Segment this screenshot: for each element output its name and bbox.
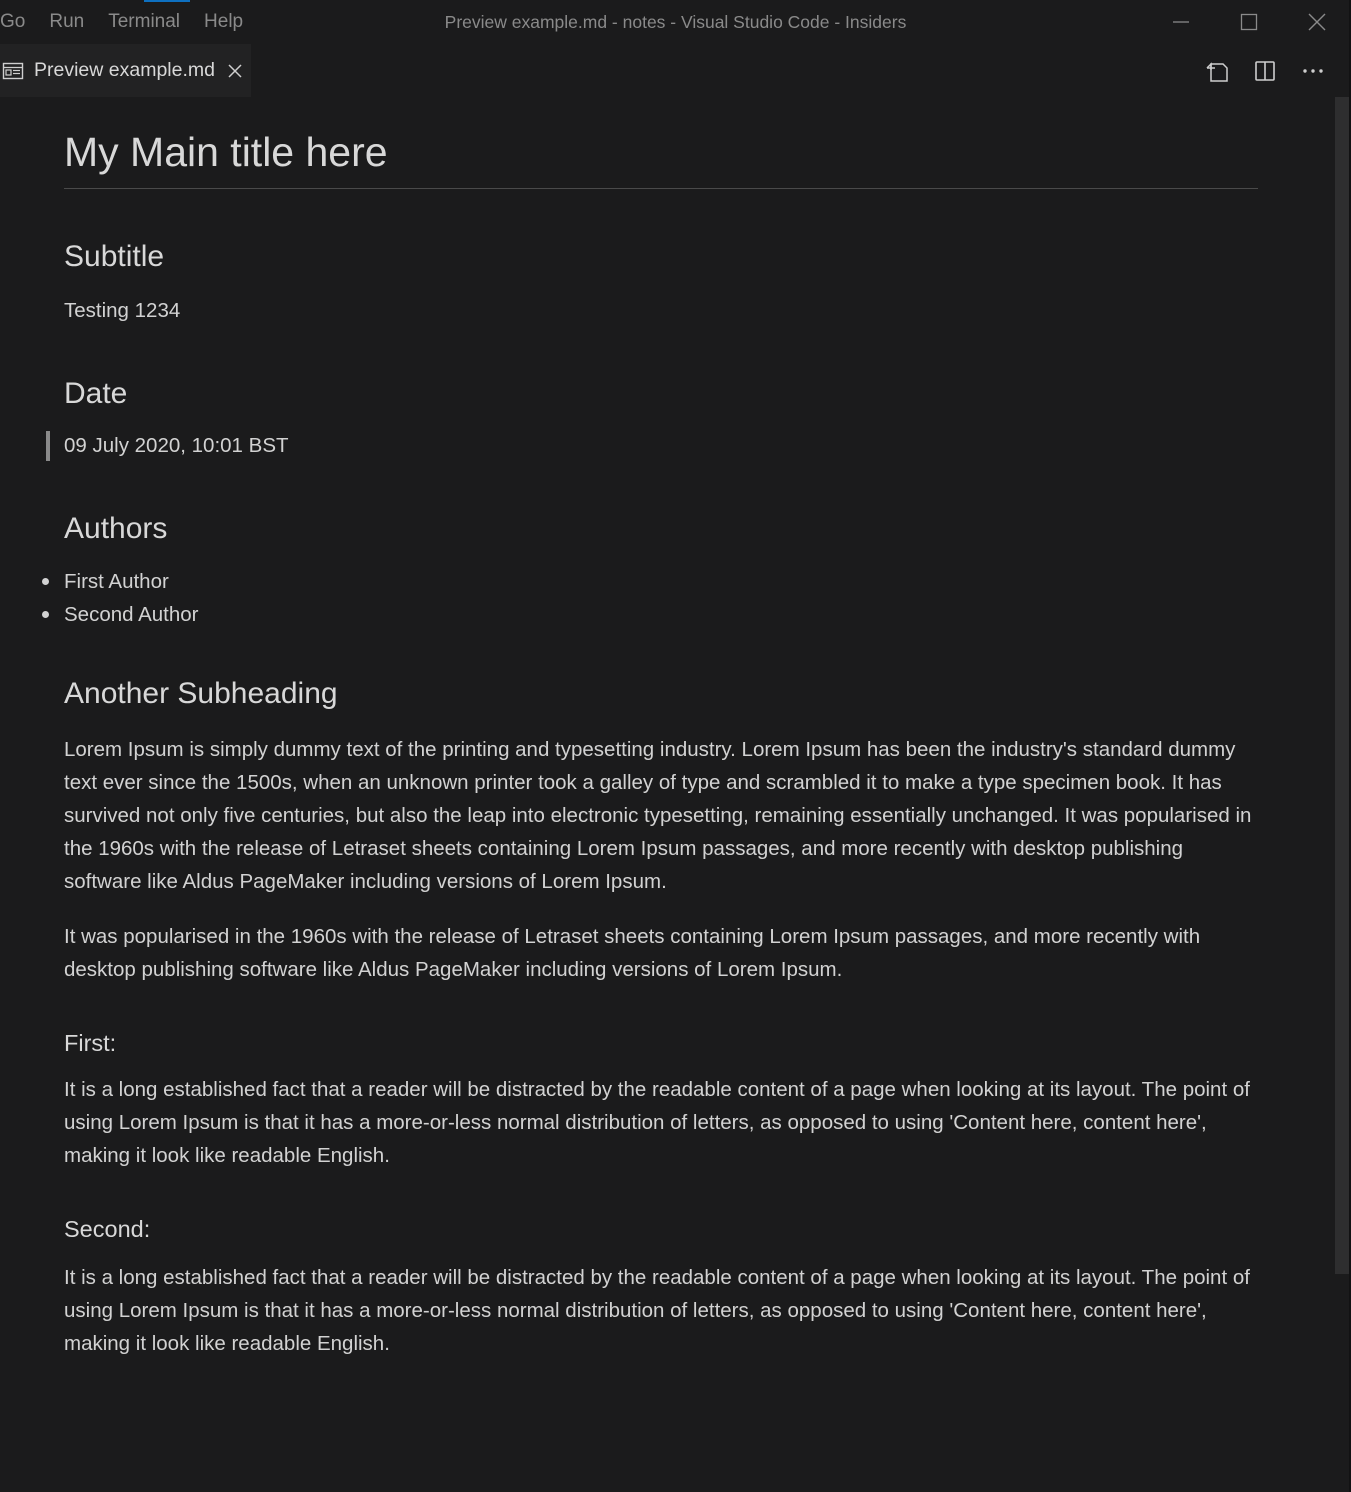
heading-another-subheading: Another Subheading bbox=[64, 677, 338, 710]
editor-actions bbox=[1193, 44, 1337, 97]
list-item: Second Author bbox=[4, 598, 199, 631]
title-bar bbox=[0, 0, 1351, 44]
vertical-scrollbar[interactable] bbox=[1335, 97, 1349, 1274]
window-title: Preview example.md - notes - Visual Studio Code - Insiders bbox=[444, 12, 907, 32]
date-blockquote: 09 July 2020, 10:01 BST bbox=[46, 431, 646, 461]
heading-first: First: bbox=[64, 1030, 117, 1056]
authors-list bbox=[64, 565, 199, 631]
tab-label: Preview example.md bbox=[34, 59, 215, 81]
menu-help[interactable]: Help bbox=[204, 11, 244, 32]
tab-close-button[interactable] bbox=[225, 61, 245, 81]
preview-icon bbox=[2, 60, 24, 82]
maximize-button[interactable] bbox=[1215, 0, 1283, 44]
list-item: First Author bbox=[4, 565, 199, 598]
split-editor-button[interactable] bbox=[1241, 51, 1289, 91]
close-window-button[interactable] bbox=[1283, 0, 1351, 44]
minimize-button[interactable] bbox=[1147, 0, 1215, 44]
page-title: My Main title here bbox=[64, 127, 1258, 189]
heading-second: Second: bbox=[64, 1216, 151, 1242]
split-editor-icon bbox=[1253, 59, 1277, 83]
heading-subtitle: Subtitle bbox=[64, 240, 165, 273]
minimize-icon bbox=[1172, 13, 1190, 31]
paragraph: It was popularised in the 1960s with the release of Letraset sheets containing Lorem Ipsum passages, and more recently with desktop publishing software like Aldus PageMaker including versions of Lorem Ipsum. bbox=[64, 925, 1201, 981]
more-actions-button[interactable] bbox=[1289, 51, 1337, 91]
open-source-icon bbox=[1204, 59, 1230, 83]
close-icon bbox=[227, 63, 243, 79]
tab-bar bbox=[0, 44, 1351, 97]
paragraph: It is a long established fact that a reader will be distracted by the readable content of a page when looking at its layout. The point of using Lorem Ipsum is that it has a more-or-less normal distribution of letters, as opposed to using 'Content here, content here', making it look like readable English. bbox=[64, 1266, 1250, 1355]
window-controls bbox=[1147, 0, 1351, 44]
subtitle-text: Testing 1234 bbox=[64, 299, 181, 322]
paragraph: Lorem Ipsum is simply dummy text of the printing and typesetting industry. Lorem Ipsum has been the industry's standard dummy text ever since the 1500s, when an unknown printer took a galley of type and scrambled it to make a type specimen book. It has survived not only five centuries, but also the leap into electronic typesetting, remaining essentially unchanged. It was popularised in the 1960s with the release of Letraset sheets containing Lorem Ipsum passages, and more recently with desktop publishing software like Aldus PageMaker including versions of Lorem Ipsum. bbox=[64, 738, 1252, 893]
tab-preview-example[interactable] bbox=[0, 44, 251, 97]
menu-terminal[interactable]: Terminal bbox=[108, 11, 181, 32]
maximize-icon bbox=[1240, 13, 1258, 31]
open-source-button[interactable] bbox=[1193, 51, 1241, 91]
menu-bar bbox=[0, 0, 255, 44]
close-icon bbox=[1308, 13, 1326, 31]
more-actions-icon bbox=[1301, 59, 1325, 83]
menu-run[interactable]: Run bbox=[49, 11, 85, 32]
menu-go[interactable]: Go bbox=[0, 11, 26, 32]
paragraph: It is a long established fact that a reader will be distracted by the readable content of a page when looking at its layout. The point of using Lorem Ipsum is that it has a more-or-less normal distribution of letters, as opposed to using 'Content here, content here', making it look like readable English. bbox=[64, 1078, 1250, 1167]
menu-focus-indicator bbox=[144, 0, 190, 2]
heading-authors: Authors bbox=[64, 512, 168, 545]
heading-date: Date bbox=[64, 377, 128, 410]
